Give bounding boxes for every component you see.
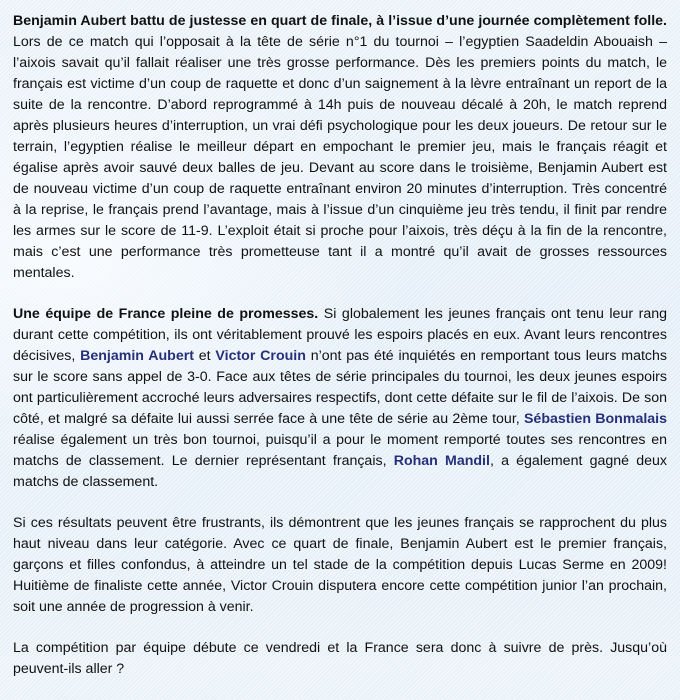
paragraph-lead: Une équipe de France pleine de promesses. <box>13 306 319 322</box>
player-link-sebastien-bonmalais[interactable]: Sébastien Bonmalais <box>523 411 668 427</box>
paragraph-text: n’ont pas été inquiétés en remportant tous leurs matchs sur le score sans appel de 3-0. Face aux têtes de série principales du tournoi, les deux jeunes espoirs ont particulièrement accroché leurs adversaires respectifs, dont cette défaite sur le fil de l’aixois. De son côté, et malgré sa défaite lui aussi serrée face à une tête de série au 2ème tour, <box>13 348 667 427</box>
player-link-victor-crouin[interactable]: Victor Crouin <box>215 348 306 364</box>
player-link-rohan-mandil[interactable]: Rohan Mandil <box>393 453 490 469</box>
player-link-benjamin-aubert[interactable]: Benjamin Aubert <box>80 348 194 364</box>
paragraph-team-france <box>13 304 667 493</box>
paragraph-results-analysis: Si ces résultats peuvent être frustrants, ils démontrent que les jeunes français se rapprochent du plus haut niveau dans leur catégorie. Avec ce quart de finale, Benjamin Aubert est le premier français, garçons et filles confondus, à atteindre un tel stade de la compétition depuis Lucas Serme en 2009! Huitième de finaliste cette année, Victor Crouin disputera encore cette compétition junior l’an prochain, soit une année de progression à venir. <box>13 515 667 615</box>
paragraph-team-competition: La compétition par équipe débute ce vendredi et la France sera donc à suivre de près. Jusqu’où peuvent-ils aller ? <box>13 640 667 677</box>
article-body <box>13 11 667 700</box>
paragraph-text: Lors de ce match qui l’opposait à la tête de série n°1 du tournoi – l’egyptien Saadeldin Abouaish – l’aixois savait qu’il fallait réaliser une très grosse performance. Dès les premiers points du match, le français est victime d’un coup de raquette et donc d’un saignement à la lèvre entraînant un report de la suite de la rencontre. D’abord reprogrammé à 14h puis de nouveau décalé à 20h, le match reprend après plusieurs heures d’interruption, un vrai défi psychologique pour les deux joueurs. De retour sur le terrain, l’egyptien réalise le meilleur départ en empochant le premier jeu, mais le français réagit et égalise après avoir sauvé deux balles de jeu. Devant au score dans le troisième, Benjamin Aubert est de nouveau victime d’un coup de raquette entraînant environ 20 minutes d’interruption. Très concentré à la reprise, le français prend l’avantage, mais à l’issue d’un cinquième jeu très tendu, il finit par rendre les armes sur le score de 11-9. L’exploit était si proche pour l’aixois, très déçu à la fin de la rencontre, mais c’est une performance très prometteuse tant il a montré qu’il avait de grosses ressources mentales. <box>13 34 667 281</box>
paragraph-text: et <box>193 348 216 364</box>
paragraph-text: Si globalement les jeunes français ont tenu leur rang durant cette compétition, ils ont véritablement prouvé les espoirs placés en eux. Avant leurs rencontres décisives, <box>13 306 667 364</box>
paragraph-text: , a également gagné deux matchs de classement. <box>13 453 667 490</box>
paragraph-lead: Benjamin Aubert battu de justesse en quart de finale, à l’issue d’une journée complètement folle. <box>13 13 667 29</box>
paragraph-match-report <box>13 11 667 284</box>
paragraph-text: réalise également un très bon tournoi, puisqu’il a pour le moment remporté toutes ses rencontres en matchs de classement. Le dernier représentant français, <box>13 432 667 469</box>
